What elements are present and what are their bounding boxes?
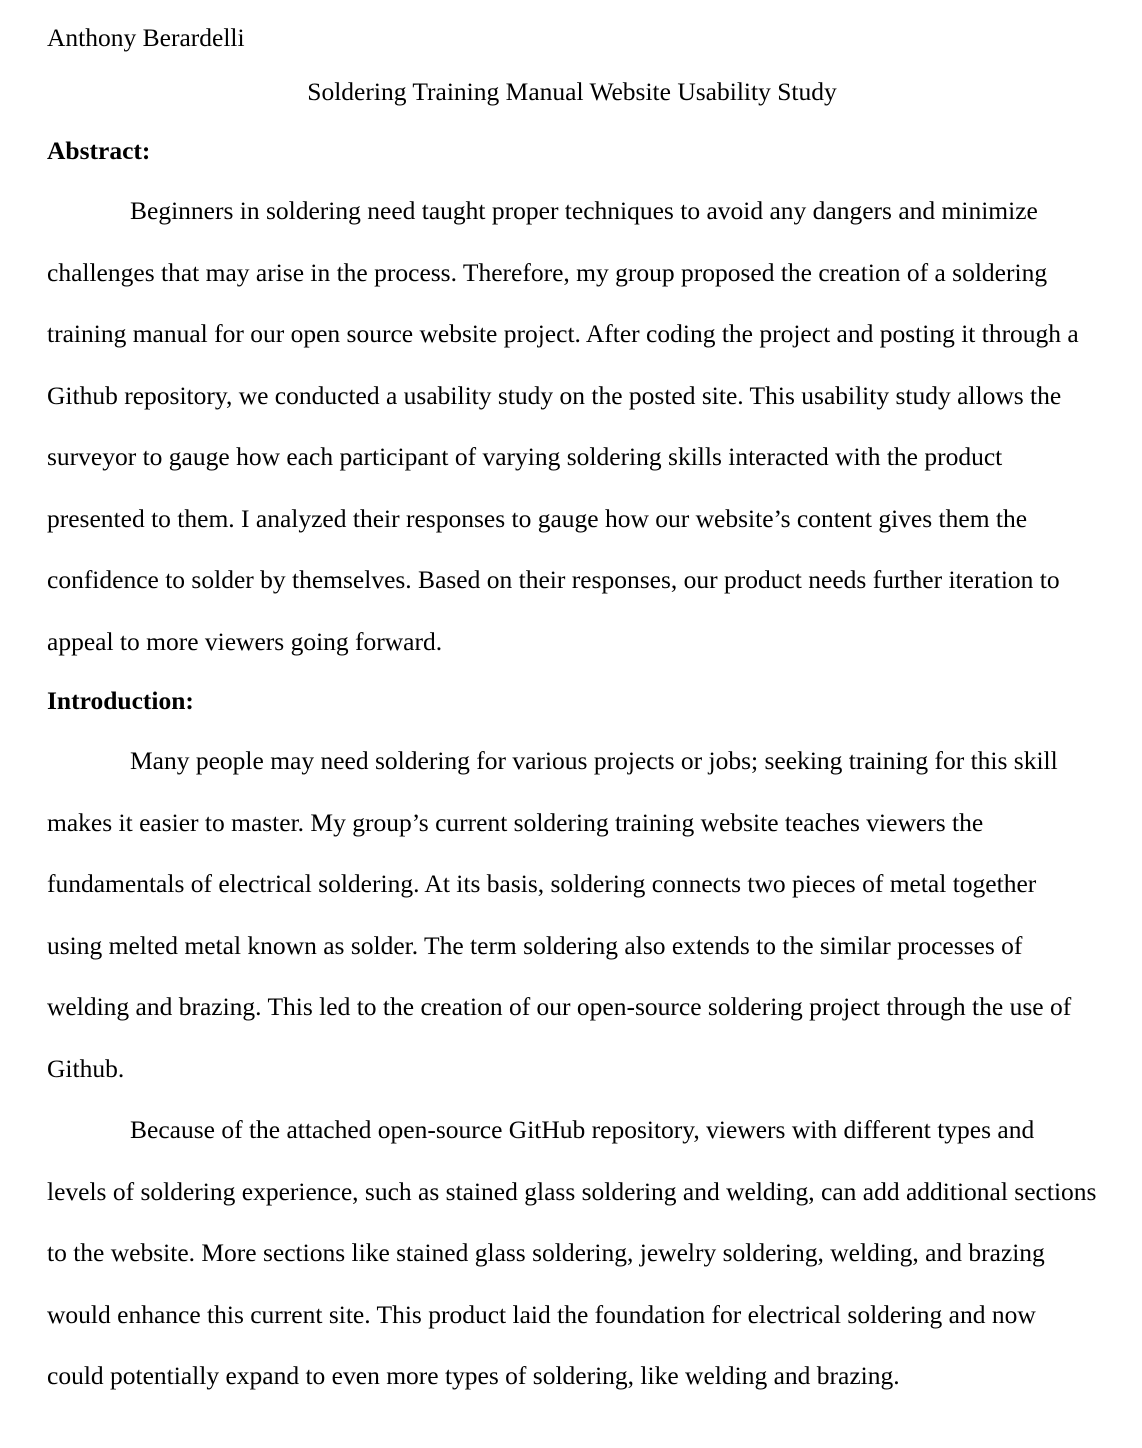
section-heading-abstract: Abstract: [47, 136, 151, 165]
section-heading-introduction: Introduction: [47, 686, 194, 715]
document-body [47, 14, 1103, 1407]
introduction-paragraph-1: Many people may need soldering for various projects or jobs; seeking training for this skill makes it easier to master. My group’s current soldering training website teaches viewers the fundamentals of electrical soldering. At its basis, soldering connects two pieces of metal together using melted metal known as solder. The term soldering also extends to the similar processes of welding and brazing. This led to the creation of our open-source soldering project through the use of Github. [47, 746, 1078, 1083]
document-title: Soldering Training Manual Website Usability Study [307, 77, 837, 106]
abstract-paragraph: Beginners in soldering need taught proper techniques to avoid any dangers and minimize challenges that may arise in the process. Therefore, my group proposed the creation of a soldering training manual for our open source website project. After coding the project and posting it through a Github repository, we conducted a usability study on the posted site. This usability study allows the surveyor to gauge how each participant of varying soldering skills interacted with the product presented to them. I analyzed their responses to gauge how our website’s content gives them the confidence to solder by themselves. Based on their responses, our product needs further iteration to appeal to more viewers going forward. [47, 196, 1086, 656]
author-name: Anthony Berardelli [47, 23, 245, 52]
introduction-paragraph-2: Because of the attached open-source GitHub repository, viewers with different types and levels of soldering experience, such as stained glass soldering and welding, can add additional sections to the website. More sections like stained glass soldering, jewelry soldering, welding, and brazing would enhance this current site. This product laid the foundation for electrical soldering and now could potentially expand to even more types of soldering, like welding and brazing. [47, 1115, 1103, 1390]
